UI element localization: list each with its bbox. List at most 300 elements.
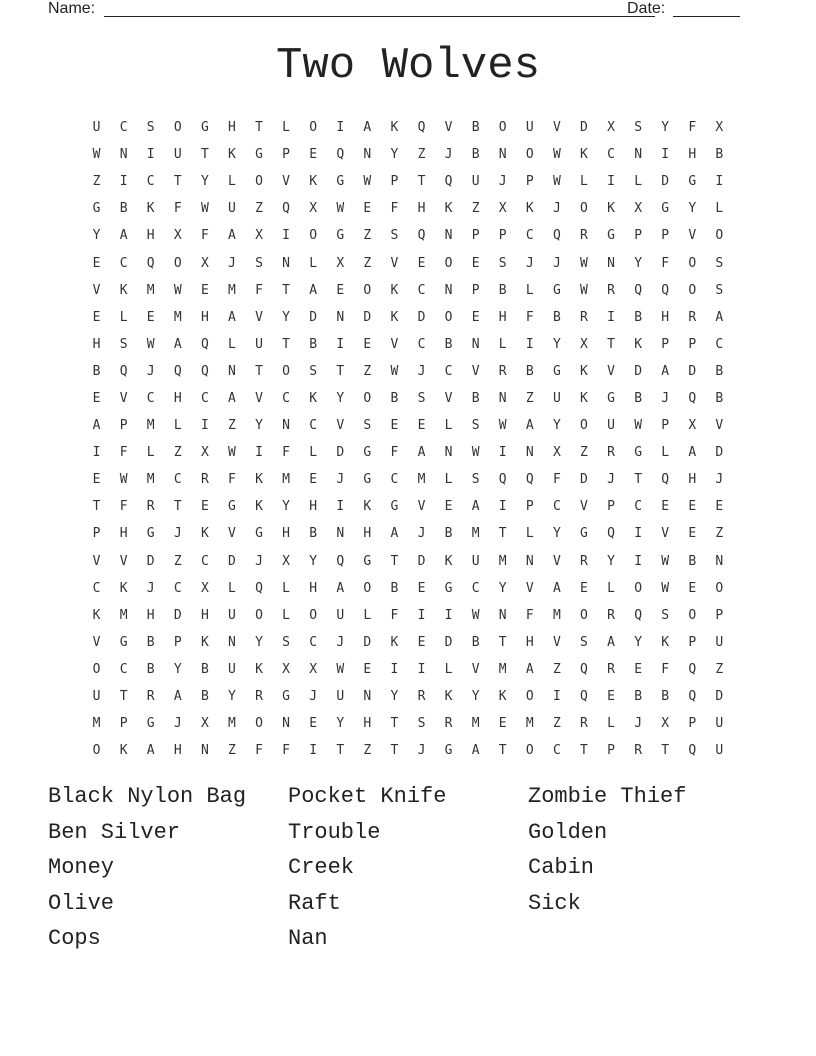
grid-letter[interactable]: U: [92, 120, 101, 136]
grid-letter[interactable]: X: [309, 201, 318, 217]
grid-letter[interactable]: P: [92, 526, 101, 542]
grid-letter[interactable]: L: [173, 418, 182, 434]
grid-letter[interactable]: W: [552, 147, 561, 163]
grid-letter[interactable]: F: [688, 120, 697, 136]
grid-letter[interactable]: S: [498, 255, 507, 271]
grid-letter[interactable]: S: [715, 282, 724, 298]
grid-letter[interactable]: E: [390, 418, 399, 434]
grid-letter[interactable]: Y: [390, 689, 399, 705]
grid-letter[interactable]: E: [92, 390, 101, 406]
grid-letter[interactable]: S: [417, 716, 426, 732]
grid-letter[interactable]: C: [390, 472, 399, 488]
grid-letter[interactable]: K: [119, 743, 128, 759]
grid-letter[interactable]: T: [336, 743, 345, 759]
grid-letter[interactable]: P: [119, 716, 128, 732]
grid-letter[interactable]: R: [580, 553, 588, 569]
grid-letter[interactable]: I: [552, 689, 561, 705]
grid-letter[interactable]: I: [336, 499, 345, 515]
grid-letter[interactable]: T: [255, 120, 263, 136]
grid-letter[interactable]: H: [498, 309, 507, 325]
grid-letter[interactable]: U: [552, 390, 561, 406]
grid-letter[interactable]: X: [200, 580, 209, 596]
grid-letter[interactable]: A: [525, 418, 534, 434]
grid-letter[interactable]: U: [715, 743, 724, 759]
grid-letter[interactable]: Q: [173, 363, 182, 379]
grid-letter[interactable]: R: [444, 716, 453, 732]
grid-letter[interactable]: I: [498, 445, 507, 461]
grid-letter[interactable]: T: [390, 716, 399, 732]
grid-letter[interactable]: G: [607, 390, 615, 406]
grid-letter[interactable]: M: [417, 472, 426, 488]
grid-letter[interactable]: V: [390, 336, 399, 352]
grid-letter[interactable]: P: [173, 634, 182, 650]
grid-letter[interactable]: O: [363, 390, 372, 406]
grid-letter[interactable]: L: [228, 174, 236, 190]
grid-letter[interactable]: V: [471, 363, 480, 379]
grid-letter[interactable]: T: [282, 336, 290, 352]
grid-letter[interactable]: O: [525, 689, 534, 705]
grid-letter[interactable]: V: [336, 418, 345, 434]
grid-letter[interactable]: D: [228, 553, 236, 569]
grid-letter[interactable]: N: [119, 147, 128, 163]
grid-letter[interactable]: E: [309, 472, 318, 488]
grid-letter[interactable]: L: [715, 201, 724, 217]
grid-letter[interactable]: X: [715, 120, 724, 136]
grid-letter[interactable]: G: [200, 120, 209, 136]
grid-letter[interactable]: V: [715, 418, 724, 434]
grid-letter[interactable]: V: [552, 553, 561, 569]
grid-letter[interactable]: O: [580, 201, 588, 217]
grid-letter[interactable]: S: [309, 363, 318, 379]
grid-letter[interactable]: E: [363, 661, 372, 677]
grid-letter[interactable]: Q: [634, 282, 643, 298]
grid-letter[interactable]: S: [634, 120, 643, 136]
grid-letter[interactable]: I: [119, 174, 128, 190]
grid-letter[interactable]: G: [363, 472, 372, 488]
grid-letter[interactable]: Z: [255, 201, 263, 217]
grid-letter[interactable]: K: [444, 201, 453, 217]
grid-letter[interactable]: E: [444, 499, 453, 515]
grid-letter[interactable]: N: [525, 445, 534, 461]
grid-letter[interactable]: A: [471, 499, 480, 515]
grid-letter[interactable]: H: [525, 634, 534, 650]
grid-letter[interactable]: F: [255, 282, 263, 298]
grid-letter[interactable]: L: [228, 580, 236, 596]
grid-letter[interactable]: M: [146, 418, 155, 434]
grid-letter[interactable]: Z: [228, 743, 236, 759]
grid-letter[interactable]: R: [688, 309, 697, 325]
grid-letter[interactable]: O: [715, 580, 724, 596]
grid-letter[interactable]: M: [282, 472, 290, 488]
date-input-line[interactable]: [673, 16, 740, 17]
grid-letter[interactable]: K: [580, 390, 588, 406]
grid-letter[interactable]: T: [417, 174, 426, 190]
grid-letter[interactable]: G: [552, 282, 561, 298]
grid-letter[interactable]: W: [498, 418, 507, 434]
grid-letter[interactable]: V: [228, 526, 236, 542]
grid-letter[interactable]: M: [119, 607, 128, 623]
grid-letter[interactable]: E: [309, 147, 318, 163]
grid-letter[interactable]: V: [92, 553, 101, 569]
grid-letter[interactable]: X: [498, 201, 507, 217]
grid-letter[interactable]: D: [417, 309, 426, 325]
grid-letter[interactable]: Q: [119, 363, 128, 379]
grid-letter[interactable]: O: [525, 743, 534, 759]
grid-letter[interactable]: N: [336, 526, 345, 542]
grid-letter[interactable]: P: [525, 499, 534, 515]
grid-letter[interactable]: Z: [471, 201, 480, 217]
grid-letter[interactable]: J: [417, 363, 426, 379]
grid-letter[interactable]: F: [200, 228, 209, 244]
grid-letter[interactable]: A: [417, 445, 426, 461]
grid-letter[interactable]: C: [715, 336, 724, 352]
grid-letter[interactable]: V: [255, 309, 263, 325]
grid-letter[interactable]: K: [255, 472, 263, 488]
grid-letter[interactable]: U: [715, 634, 724, 650]
grid-letter[interactable]: Z: [363, 363, 372, 379]
grid-letter[interactable]: J: [661, 390, 670, 406]
grid-letter[interactable]: U: [471, 174, 480, 190]
grid-letter[interactable]: D: [309, 309, 318, 325]
grid-letter[interactable]: B: [715, 390, 724, 406]
grid-letter[interactable]: A: [309, 282, 318, 298]
grid-letter[interactable]: N: [282, 418, 290, 434]
grid-letter[interactable]: U: [471, 553, 480, 569]
grid-letter[interactable]: X: [580, 336, 588, 352]
grid-letter[interactable]: Y: [200, 174, 209, 190]
grid-letter[interactable]: H: [146, 228, 155, 244]
grid-letter[interactable]: E: [146, 309, 155, 325]
grid-letter[interactable]: N: [228, 363, 236, 379]
grid-letter[interactable]: X: [552, 445, 561, 461]
grid-letter[interactable]: P: [688, 634, 697, 650]
grid-letter[interactable]: K: [498, 689, 507, 705]
grid-letter[interactable]: Q: [282, 201, 290, 217]
grid-letter[interactable]: J: [173, 526, 182, 542]
grid-letter[interactable]: N: [471, 336, 480, 352]
grid-letter[interactable]: S: [471, 472, 480, 488]
grid-letter[interactable]: E: [471, 309, 480, 325]
grid-letter[interactable]: Q: [661, 472, 670, 488]
grid-letter[interactable]: Y: [634, 255, 643, 271]
grid-letter[interactable]: S: [390, 228, 399, 244]
grid-letter[interactable]: Q: [661, 282, 670, 298]
grid-letter[interactable]: U: [228, 201, 236, 217]
grid-letter[interactable]: Z: [92, 174, 101, 190]
grid-letter[interactable]: R: [498, 363, 507, 379]
grid-letter[interactable]: K: [634, 336, 643, 352]
grid-letter[interactable]: Y: [255, 634, 263, 650]
grid-letter[interactable]: J: [173, 716, 182, 732]
grid-letter[interactable]: V: [444, 390, 453, 406]
grid-letter[interactable]: E: [688, 499, 697, 515]
grid-letter[interactable]: X: [634, 201, 643, 217]
grid-letter[interactable]: P: [282, 147, 290, 163]
grid-letter[interactable]: O: [634, 580, 643, 596]
grid-letter[interactable]: E: [580, 580, 588, 596]
grid-letter[interactable]: T: [498, 526, 507, 542]
grid-letter[interactable]: A: [336, 580, 345, 596]
grid-letter[interactable]: S: [255, 255, 263, 271]
grid-letter[interactable]: Q: [200, 336, 209, 352]
grid-letter[interactable]: J: [417, 526, 426, 542]
grid-letter[interactable]: E: [661, 499, 670, 515]
grid-letter[interactable]: X: [200, 716, 209, 732]
grid-letter[interactable]: L: [309, 445, 318, 461]
grid-letter[interactable]: R: [634, 743, 643, 759]
grid-letter[interactable]: O: [498, 120, 507, 136]
grid-letter[interactable]: G: [255, 147, 263, 163]
grid-letter[interactable]: D: [444, 634, 453, 650]
grid-letter[interactable]: O: [255, 174, 263, 190]
grid-letter[interactable]: W: [471, 445, 480, 461]
grid-letter[interactable]: O: [309, 607, 318, 623]
grid-letter[interactable]: Q: [607, 526, 615, 542]
grid-letter[interactable]: I: [309, 743, 318, 759]
grid-letter[interactable]: H: [173, 390, 182, 406]
grid-letter[interactable]: Y: [173, 661, 182, 677]
grid-letter[interactable]: H: [119, 526, 128, 542]
grid-letter[interactable]: C: [282, 390, 290, 406]
grid-letter[interactable]: I: [607, 174, 615, 190]
grid-letter[interactable]: W: [634, 418, 643, 434]
grid-letter[interactable]: D: [363, 634, 372, 650]
grid-letter[interactable]: Y: [552, 418, 561, 434]
grid-letter[interactable]: H: [309, 580, 318, 596]
grid-letter[interactable]: D: [661, 174, 670, 190]
grid-letter[interactable]: B: [715, 363, 724, 379]
grid-letter[interactable]: M: [498, 553, 507, 569]
grid-letter[interactable]: R: [580, 716, 588, 732]
grid-letter[interactable]: R: [607, 607, 615, 623]
grid-letter[interactable]: L: [444, 472, 453, 488]
grid-letter[interactable]: A: [607, 634, 615, 650]
grid-letter[interactable]: O: [309, 228, 318, 244]
grid-letter[interactable]: I: [390, 661, 399, 677]
grid-letter[interactable]: P: [471, 282, 480, 298]
grid-letter[interactable]: H: [363, 526, 372, 542]
grid-letter[interactable]: J: [228, 255, 236, 271]
grid-letter[interactable]: L: [607, 716, 615, 732]
grid-letter[interactable]: W: [580, 255, 588, 271]
grid-letter[interactable]: T: [661, 743, 670, 759]
grid-letter[interactable]: S: [363, 418, 372, 434]
grid-letter[interactable]: E: [92, 255, 101, 271]
grid-letter[interactable]: K: [92, 607, 101, 623]
grid-letter[interactable]: J: [715, 472, 724, 488]
grid-letter[interactable]: B: [119, 201, 128, 217]
grid-letter[interactable]: S: [146, 120, 155, 136]
grid-letter[interactable]: L: [363, 607, 372, 623]
grid-letter[interactable]: E: [688, 526, 697, 542]
grid-letter[interactable]: Z: [173, 553, 182, 569]
grid-letter[interactable]: E: [363, 336, 372, 352]
grid-letter[interactable]: Q: [255, 580, 263, 596]
grid-letter[interactable]: B: [309, 526, 318, 542]
grid-letter[interactable]: G: [228, 499, 236, 515]
grid-letter[interactable]: W: [552, 174, 561, 190]
grid-letter[interactable]: W: [228, 445, 236, 461]
grid-letter[interactable]: Q: [552, 228, 561, 244]
grid-letter[interactable]: L: [444, 418, 453, 434]
grid-letter[interactable]: N: [634, 147, 643, 163]
grid-letter[interactable]: A: [471, 743, 480, 759]
grid-letter[interactable]: M: [525, 716, 534, 732]
grid-letter[interactable]: M: [471, 716, 480, 732]
grid-letter[interactable]: I: [92, 445, 101, 461]
grid-letter[interactable]: O: [255, 716, 263, 732]
grid-letter[interactable]: B: [634, 689, 643, 705]
grid-letter[interactable]: Q: [688, 743, 697, 759]
grid-letter[interactable]: B: [390, 390, 399, 406]
grid-letter[interactable]: T: [255, 363, 263, 379]
grid-letter[interactable]: C: [119, 255, 128, 271]
grid-letter[interactable]: Q: [688, 661, 697, 677]
grid-letter[interactable]: Y: [228, 689, 236, 705]
grid-letter[interactable]: R: [146, 689, 155, 705]
grid-letter[interactable]: Y: [552, 526, 561, 542]
grid-letter[interactable]: Y: [282, 499, 290, 515]
grid-letter[interactable]: V: [282, 174, 290, 190]
grid-letter[interactable]: Z: [715, 526, 724, 542]
grid-letter[interactable]: P: [661, 336, 670, 352]
grid-letter[interactable]: Y: [92, 228, 101, 244]
grid-letter[interactable]: E: [417, 418, 426, 434]
grid-letter[interactable]: L: [228, 336, 236, 352]
grid-letter[interactable]: K: [255, 499, 263, 515]
grid-letter[interactable]: U: [525, 120, 534, 136]
grid-letter[interactable]: X: [688, 418, 697, 434]
grid-letter[interactable]: V: [688, 228, 697, 244]
grid-letter[interactable]: H: [688, 472, 697, 488]
grid-letter[interactable]: B: [471, 390, 480, 406]
grid-letter[interactable]: N: [715, 553, 724, 569]
grid-letter[interactable]: A: [552, 580, 561, 596]
grid-letter[interactable]: P: [688, 716, 697, 732]
grid-letter[interactable]: E: [471, 255, 480, 271]
grid-letter[interactable]: G: [146, 526, 155, 542]
grid-letter[interactable]: F: [255, 743, 263, 759]
grid-letter[interactable]: V: [255, 390, 263, 406]
grid-letter[interactable]: A: [228, 309, 236, 325]
grid-letter[interactable]: Z: [417, 147, 426, 163]
grid-letter[interactable]: Q: [417, 228, 426, 244]
grid-letter[interactable]: H: [417, 201, 426, 217]
grid-letter[interactable]: N: [363, 689, 372, 705]
grid-letter[interactable]: K: [444, 689, 453, 705]
grid-letter[interactable]: A: [363, 120, 372, 136]
grid-letter[interactable]: G: [688, 174, 697, 190]
grid-letter[interactable]: F: [525, 309, 534, 325]
grid-letter[interactable]: F: [661, 661, 670, 677]
grid-letter[interactable]: J: [634, 716, 643, 732]
grid-letter[interactable]: V: [417, 499, 426, 515]
grid-letter[interactable]: E: [417, 634, 426, 650]
grid-letter[interactable]: V: [92, 634, 101, 650]
grid-letter[interactable]: Z: [715, 661, 724, 677]
grid-letter[interactable]: A: [390, 526, 399, 542]
grid-letter[interactable]: B: [444, 526, 453, 542]
grid-letter[interactable]: X: [173, 228, 182, 244]
grid-letter[interactable]: A: [146, 743, 155, 759]
grid-letter[interactable]: W: [173, 282, 182, 298]
grid-letter[interactable]: T: [634, 472, 643, 488]
grid-letter[interactable]: I: [336, 120, 345, 136]
grid-letter[interactable]: B: [444, 336, 453, 352]
grid-letter[interactable]: Y: [336, 390, 345, 406]
grid-letter[interactable]: M: [146, 472, 155, 488]
grid-letter[interactable]: G: [390, 499, 399, 515]
grid-letter[interactable]: L: [661, 445, 670, 461]
grid-letter[interactable]: C: [146, 390, 155, 406]
grid-letter[interactable]: Y: [255, 418, 263, 434]
grid-letter[interactable]: G: [607, 228, 615, 244]
grid-letter[interactable]: V: [552, 634, 561, 650]
grid-letter[interactable]: N: [200, 743, 209, 759]
grid-letter[interactable]: V: [390, 255, 399, 271]
grid-letter[interactable]: X: [309, 661, 318, 677]
grid-letter[interactable]: A: [228, 390, 236, 406]
grid-letter[interactable]: B: [525, 363, 534, 379]
grid-letter[interactable]: N: [444, 282, 453, 298]
grid-letter[interactable]: O: [444, 309, 453, 325]
grid-letter[interactable]: E: [92, 309, 101, 325]
grid-letter[interactable]: K: [580, 147, 588, 163]
grid-letter[interactable]: I: [255, 445, 263, 461]
grid-letter[interactable]: O: [580, 607, 588, 623]
grid-letter[interactable]: I: [417, 607, 426, 623]
grid-letter[interactable]: B: [390, 580, 399, 596]
grid-letter[interactable]: K: [146, 201, 155, 217]
grid-letter[interactable]: O: [309, 120, 318, 136]
grid-letter[interactable]: P: [119, 418, 128, 434]
grid-letter[interactable]: Y: [634, 634, 643, 650]
grid-letter[interactable]: I: [417, 661, 426, 677]
grid-letter[interactable]: Y: [688, 201, 697, 217]
grid-letter[interactable]: N: [444, 445, 453, 461]
grid-letter[interactable]: C: [92, 580, 101, 596]
grid-letter[interactable]: K: [580, 363, 588, 379]
grid-letter[interactable]: C: [119, 661, 128, 677]
grid-letter[interactable]: B: [634, 390, 643, 406]
grid-letter[interactable]: X: [282, 661, 290, 677]
grid-letter[interactable]: E: [200, 282, 209, 298]
grid-letter[interactable]: G: [444, 580, 453, 596]
grid-letter[interactable]: J: [336, 634, 345, 650]
grid-letter[interactable]: E: [607, 689, 615, 705]
grid-letter[interactable]: A: [228, 228, 236, 244]
grid-letter[interactable]: I: [444, 607, 453, 623]
grid-letter[interactable]: K: [390, 634, 399, 650]
grid-letter[interactable]: J: [498, 174, 507, 190]
grid-letter[interactable]: M: [146, 282, 155, 298]
grid-letter[interactable]: Z: [552, 661, 561, 677]
grid-letter[interactable]: F: [390, 607, 399, 623]
grid-letter[interactable]: W: [336, 201, 345, 217]
grid-letter[interactable]: N: [498, 390, 507, 406]
grid-letter[interactable]: W: [661, 580, 670, 596]
grid-letter[interactable]: J: [146, 580, 155, 596]
grid-letter[interactable]: P: [715, 607, 724, 623]
grid-letter[interactable]: L: [498, 336, 507, 352]
grid-letter[interactable]: J: [417, 743, 426, 759]
grid-letter[interactable]: H: [92, 336, 101, 352]
grid-letter[interactable]: U: [173, 147, 182, 163]
grid-letter[interactable]: B: [146, 661, 155, 677]
grid-letter[interactable]: L: [282, 580, 290, 596]
grid-letter[interactable]: M: [552, 607, 561, 623]
grid-letter[interactable]: K: [228, 147, 236, 163]
